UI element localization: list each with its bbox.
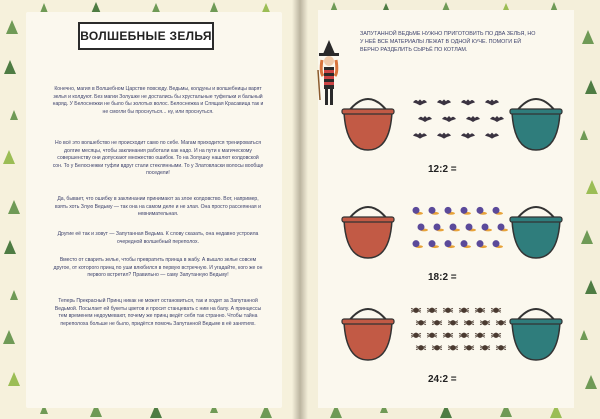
spider-icon bbox=[448, 345, 458, 350]
snail-icon bbox=[477, 207, 488, 215]
spider-icon bbox=[496, 320, 506, 325]
snail-icon bbox=[482, 224, 493, 232]
spider-icon bbox=[496, 345, 506, 350]
bat-icon bbox=[442, 116, 456, 122]
snail-icon bbox=[466, 224, 477, 232]
spider-icon bbox=[464, 345, 474, 350]
paragraph-6: Теперь Прекрасный Принц никак не может остановиться, так и ходит за Запутанной Ведьмой. Посылает ей букеты цветов и просит станцевать с ним на балу. А принцессы тем временем недоумевают, почему же принц ведёт себя так странно. Чтобы тайна переполоха больше не было, придётся помочь Запутанной Ведьме в её занятиях. bbox=[54, 298, 262, 327]
page-title-box bbox=[78, 22, 214, 50]
spider-icon bbox=[416, 345, 426, 350]
teal-cauldron bbox=[510, 309, 562, 360]
tree-icon bbox=[6, 20, 18, 34]
snail-icon bbox=[434, 224, 445, 232]
spider-icon bbox=[416, 320, 426, 325]
bat-icon bbox=[413, 133, 427, 139]
tree-icon bbox=[4, 60, 16, 74]
equation-text: 18:2 = bbox=[428, 272, 457, 283]
bat-icon bbox=[485, 99, 499, 105]
red-cauldron bbox=[342, 309, 394, 360]
spider-icon bbox=[480, 345, 490, 350]
paragraph-1: Конечно, магия в Волшебном Царстве повсюду. Ведьмы, колдуны и волшебницы варят зелья и колдуют. Без магии Золушке не достались бы хрустальные туфельки и бальный наряд. У Белоснежки не было бы золотых волос. Белоснежка и Спящая Красавица так и не смогли бы проснуться... ну, или проснуться. bbox=[52, 86, 264, 115]
tree-icon bbox=[10, 290, 18, 300]
snail-icon bbox=[445, 207, 456, 215]
tree-icon bbox=[8, 372, 20, 386]
paragraph-5: Вместо от сварить зелье, чтобы превратить принца в жабу. А вышло зелье совсем другое, от которого принц по уши влюбился в первую встречную. И угадайте, кого же он первого встретил? Правильно — саму Запутанную Ведьму! bbox=[53, 257, 263, 279]
bat-icon bbox=[466, 116, 480, 122]
task-instructions: ЗАПУТАННОЙ ВЕДЬМЕ НУЖНО ПРИГОТОВИТЬ ПО ДВА ЗЕЛЬЯ, НО У НЕЁ ВСЕ МАТЕРИАЛЫ ЛЕЖАТ В ОДНОЙ КУЧЕ. ПОМОГИ ЕЙ ВЕРНО РАЗДЕЛИТЬ СЫРЬЁ ПО КОТЛАМ. bbox=[360, 31, 536, 53]
tree-icon bbox=[4, 240, 16, 254]
spider-icon bbox=[491, 333, 501, 338]
snail-icon bbox=[461, 207, 472, 215]
tree-icon bbox=[10, 110, 18, 120]
spider-icon bbox=[443, 333, 453, 338]
page-title: ВОЛШЕБНЫЕ ЗЕЛЬЯ bbox=[80, 29, 212, 43]
bat-icon bbox=[437, 133, 451, 139]
paragraph-2: Но всё это волшебство не происходит само по себе. Магам приходится тренироваться долгие месяцы, чтобы заклинания работали как надо. И на пути к магическому совершенству они допускают множество ошибок. То на Золушку нашлют колдовской сон. То у Белоснежки туфли вдруг стали стеклянными. То у Златовласки волосы вообще поседели! bbox=[52, 140, 264, 177]
tree-icon bbox=[8, 200, 20, 214]
spider-icon bbox=[480, 320, 490, 325]
equation-text: 24:2 = bbox=[428, 374, 457, 385]
bat-icon bbox=[437, 99, 451, 105]
paragraph-3: Да, бывает, что ошибку в заклинании принимают за злое колдовство. Вот, например, взять хоть Злую Ведьму — так она на самом деле и не злая. Она просто рассеянная и невнимательная. bbox=[55, 196, 261, 218]
spider-icon bbox=[464, 320, 474, 325]
spider-icon bbox=[475, 308, 485, 313]
tree-icon bbox=[585, 80, 597, 94]
spider-icon bbox=[459, 333, 469, 338]
snail-icon bbox=[429, 240, 440, 248]
spider-icon bbox=[475, 333, 485, 338]
snail-icon bbox=[477, 240, 488, 248]
snail-icon bbox=[418, 224, 429, 232]
bat-icon bbox=[418, 116, 432, 122]
teal-cauldron bbox=[510, 207, 562, 258]
spider-icon bbox=[459, 308, 469, 313]
spider-icon bbox=[491, 308, 501, 313]
snail-icon bbox=[413, 207, 424, 215]
teal-cauldron bbox=[510, 99, 562, 150]
snail-icon bbox=[429, 207, 440, 215]
snail-icon bbox=[498, 224, 509, 232]
tree-icon bbox=[580, 130, 588, 140]
tree-icon bbox=[580, 330, 588, 340]
snail-icon bbox=[461, 240, 472, 248]
tree-icon bbox=[585, 375, 597, 389]
spider-icon bbox=[443, 308, 453, 313]
bat-icon bbox=[485, 133, 499, 139]
bat-icon bbox=[490, 116, 504, 122]
red-cauldron bbox=[342, 207, 394, 258]
tree-icon bbox=[3, 330, 15, 344]
bat-icon bbox=[461, 99, 475, 105]
spider-icon bbox=[411, 333, 421, 338]
snail-icon bbox=[493, 240, 504, 248]
snail-icon bbox=[450, 224, 461, 232]
snail-icon bbox=[413, 240, 424, 248]
spider-icon bbox=[432, 345, 442, 350]
spider-icon bbox=[432, 320, 442, 325]
bat-icon bbox=[413, 99, 427, 105]
bat-icon bbox=[461, 133, 475, 139]
spider-icon bbox=[411, 308, 421, 313]
equation-text: 12:2 = bbox=[428, 164, 457, 175]
division-exercises bbox=[340, 80, 570, 390]
book-gutter bbox=[292, 0, 308, 419]
spider-icon bbox=[427, 308, 437, 313]
tree-icon bbox=[210, 2, 218, 12]
spider-icon bbox=[427, 333, 437, 338]
red-cauldron bbox=[342, 99, 394, 150]
spider-icon bbox=[448, 320, 458, 325]
tree-icon bbox=[581, 230, 593, 244]
tree-icon bbox=[586, 180, 598, 194]
tree-icon bbox=[3, 150, 15, 164]
snail-icon bbox=[493, 207, 504, 215]
tree-icon bbox=[582, 30, 594, 44]
paragraph-4: Другие её так и зовут — Запутанная Ведьма. К слову сказать, она недавно устроила очередной волшебный переполох. bbox=[57, 231, 259, 245]
snail-icon bbox=[445, 240, 456, 248]
tree-icon bbox=[585, 280, 597, 294]
